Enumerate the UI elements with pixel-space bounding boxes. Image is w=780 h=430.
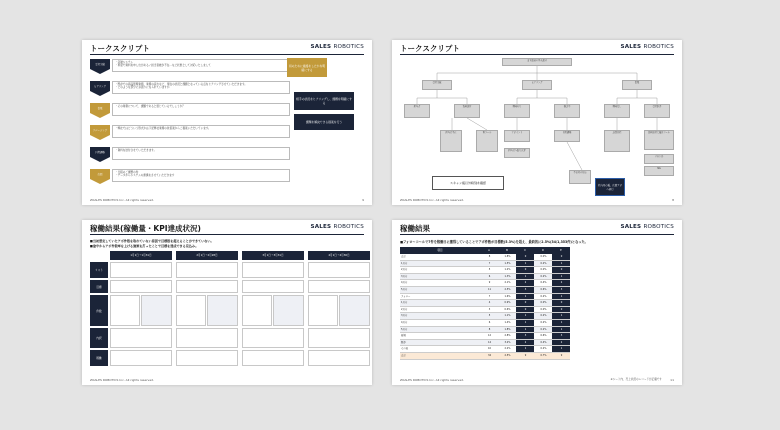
flow-node: 提案 [622,80,652,90]
results-cell: 0.0% [534,307,552,314]
brand-logo: SALES ROBOTICS [620,224,674,230]
results-cell: 0 [516,300,534,307]
results-cell: 0.6% [534,287,552,294]
results-col-header: D [534,247,552,254]
flow-node: NG [644,166,674,176]
table-header: 3月1日〜3月31日 [242,251,304,260]
results-cell: 0 [552,307,570,314]
table-cell [176,295,206,326]
results-cell: 0 [552,300,570,307]
row-header: リスト [90,262,108,278]
results-cell: 7 [480,294,498,301]
kpi-bullet-1: ■当初想定していたアポ件数を取れていない原因で目標数を超えることができていない。 [90,239,214,243]
results-cell: フォロー [400,294,480,301]
step-label: 提案 [97,107,103,110]
results-col-header: B [498,247,516,254]
step-label: クロージング [92,129,108,132]
results-cell: 11 [480,287,498,294]
results-cell: 1.8% [498,254,516,261]
results-cell: 0.2% [534,274,552,281]
footer: ZOALES ROBOTICS Inc. All rights reserved. [90,198,155,202]
results-cell: 5 [480,313,498,320]
results-cell: 10 [480,346,498,353]
row-header: 目標 [90,280,108,293]
results-cell: 8 [480,254,498,261]
results-cell: 3月分 [400,274,480,281]
table-header: 2月1日〜2月28日 [176,251,238,260]
results-cell: 2 [552,280,570,287]
results-cell: 3 [552,287,570,294]
results-cell: 2月分 [400,267,480,274]
flow-node: 担当者へ取り次ぎ [504,148,530,158]
slide-title: 稼働結果 [400,224,430,233]
results-cell: 4月分 [400,320,480,327]
brand-logo: SALES ROBOTICS [620,44,674,50]
results-col-header: 項目 [400,247,480,254]
results-cell: 6 [480,320,498,327]
results-cell: 0.4% [534,340,552,347]
results-cell: 8 [480,327,498,334]
slide-talk-script-steps[interactable] [82,40,372,205]
step-text: ・日程のご調整の件 ・データからシステムの連携をさせていただきます [112,169,290,182]
flow-node: アポイント [504,130,530,142]
results-cell: 0.2% [534,294,552,301]
table-cell [176,280,238,293]
step-label: 日程調整 [95,151,105,154]
results-cell: 2.8% [498,333,516,340]
row-header: 稼働 [90,350,108,366]
table-cell [110,280,172,293]
table-cell [176,350,238,366]
results-cell: 9 [516,353,534,360]
flow-node: 不在時の対応 [569,170,591,184]
results-cell: 0.2% [534,327,552,334]
results-cell: 新規 [400,333,480,340]
results-cell: 3 [552,333,570,340]
results-cell: 1 [552,313,570,320]
results-cell: 5月分 [400,327,480,334]
table-cell [273,295,304,326]
table-cell [308,328,370,348]
footer: ZOALES ROBOTICS Inc. All rights reserved. [400,198,465,202]
results-cell: 0.2% [534,313,552,320]
flow-node: 日程調整 [554,130,580,142]
results-cell: 2.2% [498,346,516,353]
brand-logo: SALES ROBOTICS [310,224,364,230]
results-cell: 0 [516,254,534,261]
results-cell: 2.1% [498,280,516,287]
table-cell [207,295,238,326]
table-cell [242,262,304,278]
results-cell: 2 [516,280,534,287]
results-cell: 合計 [400,353,480,360]
results-cell: 0.6% [534,333,552,340]
results-cell: 12 [480,333,498,340]
results-cell: 1 [516,320,534,327]
results-col-header: A [480,247,498,254]
table-cell [308,350,370,366]
flow-node: 担当者不在 [440,130,462,152]
slide-operation-kpi[interactable] [82,220,372,385]
page-number: 8 [672,198,674,202]
results-cell: 4 [480,300,498,307]
results-cell: 1 [516,313,534,320]
table-cell [339,295,370,326]
results-cell: 1.2% [498,267,516,274]
results-cell: 34 [480,353,498,360]
results-cell: 0.6% [498,307,516,314]
slide-title: 稼働結果(稼働量・KPI達成状況) [90,224,201,233]
results-cell: 合計 [400,254,480,261]
results-cell: 1 [552,346,570,353]
results-cell: 1月分 [400,261,480,268]
table-cell [308,295,338,326]
slide-title: トークスクリプト [90,44,150,53]
results-cell: 1 [516,327,534,334]
kpi-bullet-2: ■途中からアポ件数率を上げる施策を打ったことで目標を達成できる見込み。 [90,244,199,248]
flow-node: 検討中 [554,104,580,118]
results-cell: 0 [516,267,534,274]
step-text: ・弊社ではどういう形式かは下記弊社業務の改善案からご提案いただいています。 [112,125,290,138]
results-cell: 4月分 [400,280,480,287]
results-cell: 1 [552,274,570,281]
results-cell: 0.0% [534,267,552,274]
results-cell: 0.4% [534,280,552,287]
results-cell: 2 [516,340,534,347]
step-label: 受付突破 [95,63,105,66]
results-cell: 0.2% [534,320,552,327]
table-cell [242,280,304,293]
results-cell: 1 [552,261,570,268]
flow-node: 興味なし [604,104,630,118]
results-cell: 3 [516,287,534,294]
callout-box: 課題を解決できる提案を行う [294,114,354,130]
results-cell: 1.5% [498,261,516,268]
flow-node: 資料送付 [454,104,480,118]
flow-node: 受付拒否 [644,104,670,118]
results-cell: 14 [480,340,498,347]
results-cell: 1.8% [498,327,516,334]
step-text: ・その業務について、課題であると感じているでしょうか？ [112,103,290,116]
table-cell [242,295,272,326]
results-cell: 既存 [400,340,480,347]
results-cell: 2.5% [498,353,516,360]
callout-box: 相手の状況をヒアリングし、課題を明確にする [294,92,354,110]
results-cell: 0.2% [534,261,552,268]
results-cell: 1月分 [400,300,480,307]
page-number: 11 [670,378,674,382]
results-cell: 9 [552,353,570,360]
results-cell: 9 [480,280,498,287]
flow-node: 再コール [476,130,498,152]
page-number: 9 [362,198,364,202]
results-cell: 1 [552,327,570,334]
table-cell [242,328,304,348]
results-cell: 0.7% [534,353,552,360]
results-cell: 1.6% [498,294,516,301]
flow-node: ヒアリング [522,80,552,90]
flow-node: リスト外 [644,154,674,164]
results-cell: その他 [400,346,480,353]
results-cell: 2 [552,340,570,347]
footer: ZOALES ROBOTICS Inc. All rights reserved. [400,378,465,382]
table-cell [308,262,370,278]
results-lead: ■フォローコールで7件を稼働日に獲得していることでアポ件数が目標数(5.3%)を超え、最終的に2.5%(34/1,353件)となった。 [400,240,588,244]
flow-node: 担当者 [404,104,430,118]
footer: ZOALES ROBOTICS Inc. All rights reserved. [90,378,155,382]
results-cell: 6 [480,274,498,281]
results-cell: 3.2% [498,340,516,347]
step-text: ・資料を送付させていただきます。 [112,147,290,160]
brand-logo: SALES ROBOTICS [310,44,364,50]
flow-node: 受付突破 [422,80,452,90]
results-cell: 1 [516,261,534,268]
flow-node: まず最初の導入部分 [502,58,572,66]
results-cell: 0.0% [534,300,552,307]
step-text: ・突破システム ・再度で資料を申し出がある / 担当者様が不在…など状態として対応いたしまして [112,59,290,72]
table-cell [110,295,140,326]
table-cell [308,280,370,293]
results-cell: 2.5% [498,287,516,294]
table-cell [110,262,172,278]
row-header: 内訳 [90,328,108,348]
results-cell: 3月分 [400,313,480,320]
results-cell: 7 [480,261,498,268]
results-cell: 2月分 [400,307,480,314]
results-cell: 1 [552,320,570,327]
table-header: 1月1日〜1月31日 [110,251,172,260]
flow-node: 訪問日程 [604,130,630,152]
row-header: 件数 [90,295,108,326]
results-cell: 0 [552,267,570,274]
step-label: ヒアリング [94,85,106,88]
table-cell [110,328,172,348]
table-cell [176,262,238,278]
dark-note: 社内共有後、次回アポへ移行 [595,178,625,196]
results-cell: 0.0% [534,254,552,261]
results-cell: 0 [516,307,534,314]
results-cell: 1.1% [498,313,516,320]
results-cell: 0 [552,254,570,261]
results-cell: 1 [516,346,534,353]
table-cell [141,295,172,326]
flow-node: 資料送付と後日コール [644,130,674,150]
table-cell [110,350,172,366]
table-cell [176,328,238,348]
highlight-box: スキャン後以外時刻を確認 [432,176,504,190]
results-cell: 3 [480,307,498,314]
results-cell: 0.9% [498,300,516,307]
results-cell: 0.2% [534,346,552,353]
results-cell: 1 [552,294,570,301]
slide-operation-results[interactable] [392,220,682,385]
slide-title: トークスクリプト [400,44,460,53]
step-text: ・既存での商品管理業務、業務の流れなど、現在の状況と課題となっている点をヒアリングさせていただきます。 ・どのような部分にお困りになられていますか [112,81,290,94]
table-cell [242,350,304,366]
flow-node: 興味あり [504,104,530,118]
callout-box: 何のために連絡をしたかを明確にする [287,58,327,77]
results-col-header: C [516,247,534,254]
results-cell: 5 [480,267,498,274]
title-divider [90,54,364,55]
step-label: 次回 [97,173,103,176]
slide-talk-script-flow[interactable] [392,40,682,205]
results-cell: 5月分 [400,287,480,294]
results-cell: 1.4% [498,320,516,327]
results-cell: 1 [516,274,534,281]
table-header: 4月1日〜4月30日 [308,251,370,260]
results-cell: 1.3% [498,274,516,281]
results-col-header: E [552,247,570,254]
title-divider [90,234,364,235]
results-note: ※シート内、売上状況のレコードが正確です [610,378,662,381]
results-cell: 3 [516,333,534,340]
results-cell: 1 [516,294,534,301]
title-divider [400,234,674,235]
